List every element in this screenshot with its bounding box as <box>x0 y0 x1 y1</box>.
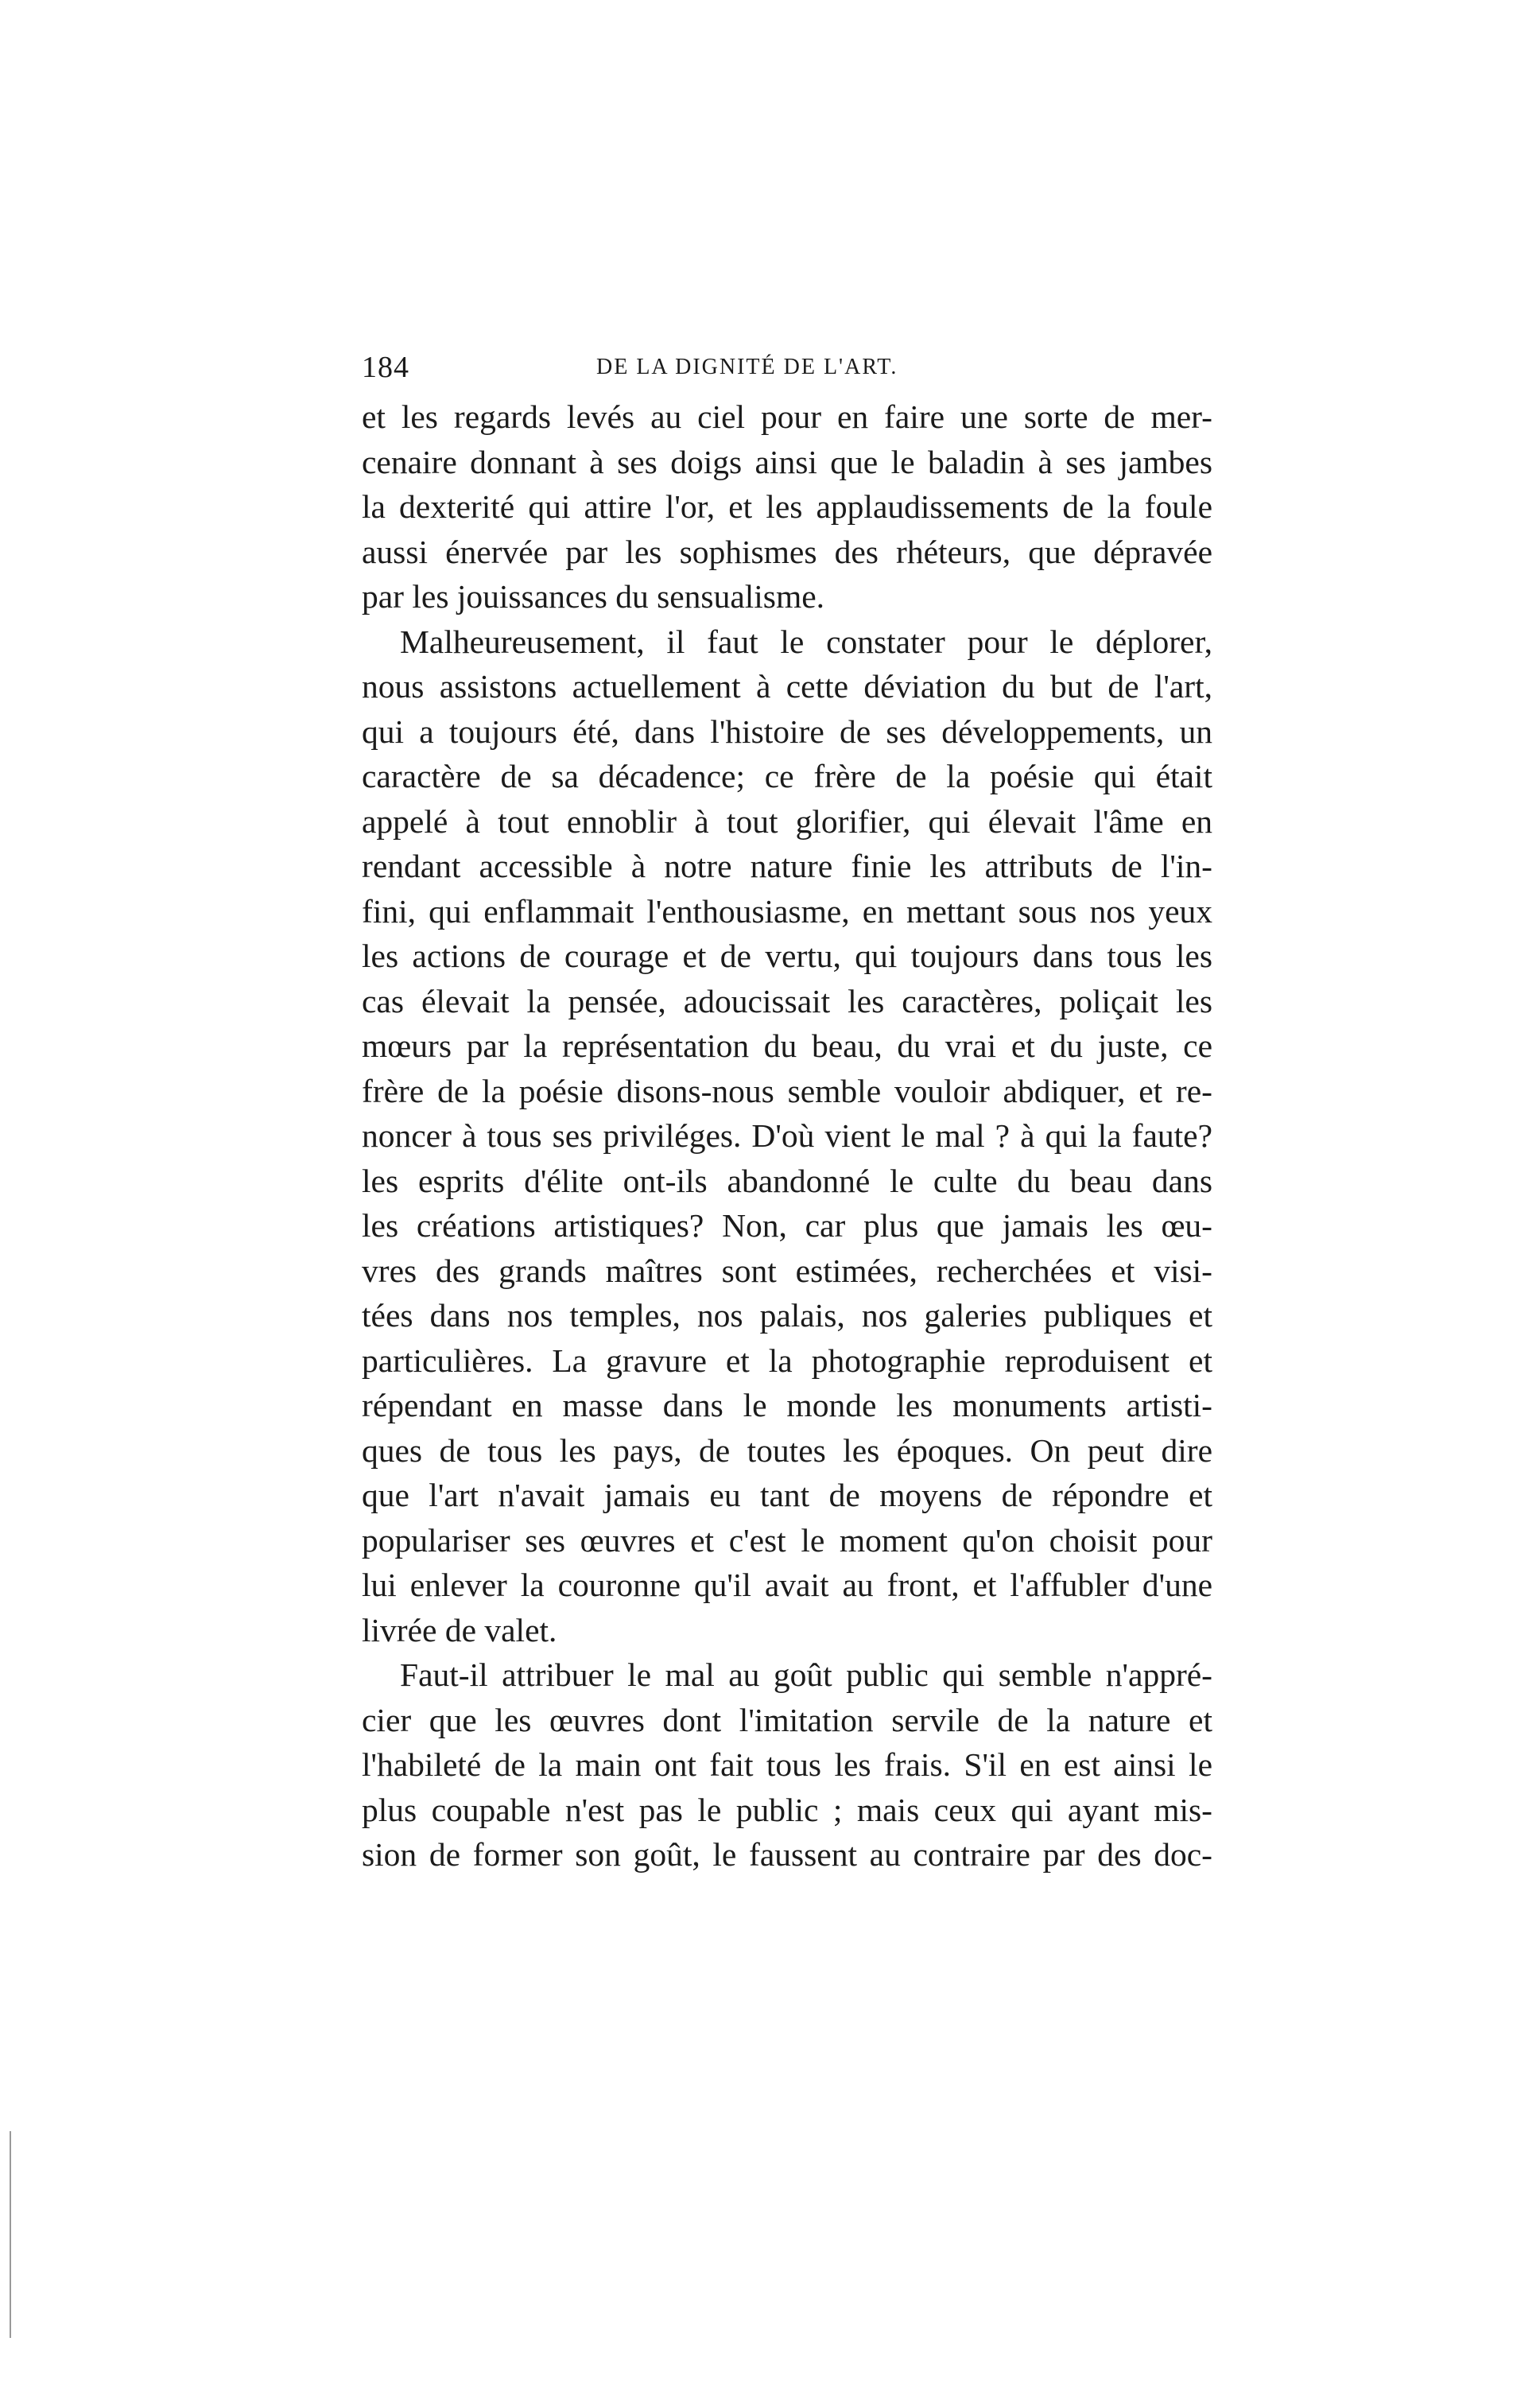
text-line: mœurs par la représentation du beau, du vrai et du juste, ce <box>362 1027 1212 1064</box>
text-line: populariser ses œuvres et c'est le moment qu'on choisit pour <box>362 1521 1212 1559</box>
text-line: appelé à tout ennoblir à tout glorifier, qui élevait l'âme en <box>362 802 1212 840</box>
text-line: qui a toujours été, dans l'histoire de ses développements, un <box>362 713 1212 750</box>
text-line: que l'art n'avait jamais eu tant de moyens de répondre et <box>362 1477 1212 1513</box>
text-line: frère de la poésie disons-nous semble vouloir abdiquer, et re- <box>362 1072 1212 1109</box>
running-head <box>362 350 1208 390</box>
text-line: cenaire donnant à ses doigs ainsi que le baladin à ses jambes <box>362 443 1212 480</box>
text-line: nous assistons actuellement à cette déviation du but de l'art, <box>362 668 1212 705</box>
text-line: caractère de sa décadence; ce frère de la poésie qui était <box>362 758 1212 794</box>
text-line: par les jouissances du sensualisme. <box>362 578 825 615</box>
text-line: les créations artistiques? Non, car plus que jamais les œu- <box>362 1207 1212 1244</box>
running-title: DE LA DIGNITÉ DE L'ART. <box>596 355 898 379</box>
text-line: la dexterité qui attire l'or, et les applaudissements de la foule <box>362 488 1212 525</box>
text-line: livrée de valet. <box>362 1611 557 1648</box>
text-line: et les regards levés au ciel pour en faire une sorte de mer- <box>362 398 1212 435</box>
text-line: Malheureusement, il faut le constater pour le déplorer, <box>400 623 1212 660</box>
text-line: vres des grands maîtres sont estimées, recherchées et visi- <box>362 1252 1212 1289</box>
text-line: Faut-il attribuer le mal au goût public qui semble n'appré- <box>400 1656 1212 1693</box>
text-line: aussi énervée par les sophismes des rhéteurs, que dépravée <box>362 533 1212 570</box>
page-number: 184 <box>362 351 409 384</box>
text-line: sion de former son goût, le faussent au contraire par des doc- <box>362 1836 1212 1873</box>
text-line: rendant accessible à notre nature finie les attributs de l'in- <box>362 848 1212 884</box>
binding-edge-mark <box>10 2131 11 2338</box>
body-text <box>362 394 1212 1877</box>
text-line: répendant en masse dans le monde les monuments artisti- <box>362 1387 1212 1423</box>
text-line: lui enlever la couronne qu'il avait au front, et l'affubler d'une <box>362 1567 1212 1603</box>
text-line: ques de tous les pays, de toutes les époques. On peut dire <box>362 1431 1212 1469</box>
text-line: particulières. La gravure et la photographie reproduisent et <box>362 1342 1212 1379</box>
text-line: fini, qui enflammait l'enthousiasme, en mettant sous nos yeux <box>362 892 1212 930</box>
text-line: plus coupable n'est pas le public ; mais ceux qui ayant mis- <box>362 1791 1212 1828</box>
text-line: les actions de courage et de vertu, qui toujours dans tous les <box>362 938 1212 974</box>
text-line: noncer à tous ses priviléges. D'où vient le mal ? à qui la faute? <box>362 1117 1212 1154</box>
text-line: tées dans nos temples, nos palais, nos galeries publiques et <box>362 1297 1212 1334</box>
text-line: cier que les œuvres dont l'imitation servile de la nature et <box>362 1701 1212 1738</box>
text-line: les esprits d'élite ont-ils abandonné le culte du beau dans <box>362 1162 1212 1199</box>
text-line: cas élevait la pensée, adoucissait les caractères, poliçait les <box>362 982 1212 1019</box>
text-line: l'habileté de la main ont fait tous les frais. S'il en est ainsi le <box>362 1746 1212 1783</box>
